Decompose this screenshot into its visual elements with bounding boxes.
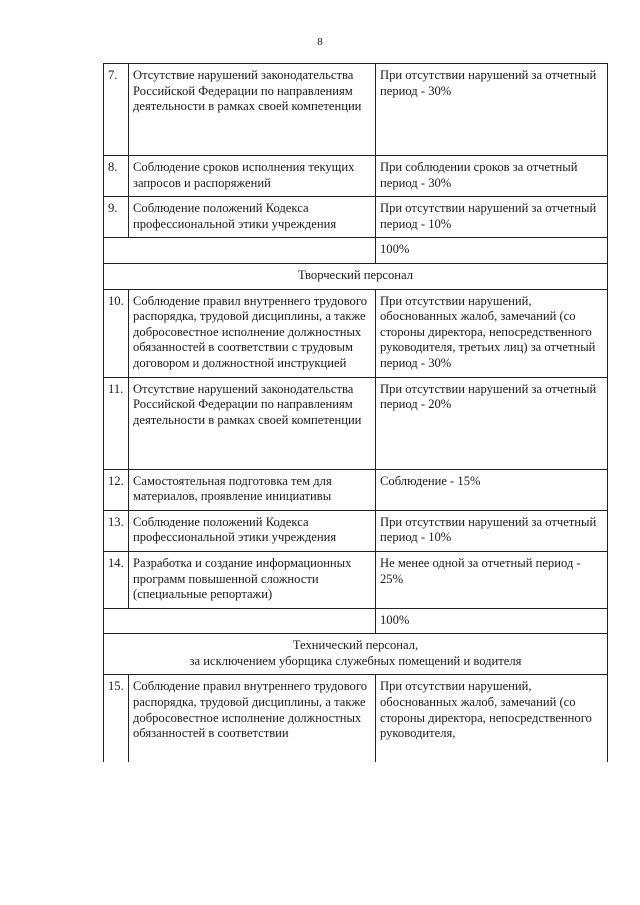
criterion-cell: Соблюдение правил внутреннего трудового распорядка, трудовой дисциплины, а также добросовестное исполнение должностных обязанностей в соответствии с трудовым договором и должностной инструкцией [129, 289, 376, 377]
table-row [104, 510, 608, 551]
row-number: 9. [104, 197, 129, 238]
value-cell: При отсутствии нарушений, обоснованных жалоб, замечаний (со стороны директора, непосредственного руководителя, [376, 675, 608, 763]
table-row [104, 551, 608, 608]
row-number: 15. [104, 675, 129, 763]
row-number: 14. [104, 551, 129, 608]
criterion-cell: Самостоятельная подготовка тем для материалов, проявление инициативы [129, 469, 376, 510]
criterion-cell: Разработка и создание информационных программ повышенной сложности (специальные репортажи) [129, 551, 376, 608]
row-number: 13. [104, 510, 129, 551]
value-cell: При отсутствии нарушений за отчетный период - 10% [376, 197, 608, 238]
table-row [104, 675, 608, 763]
criterion-cell: Соблюдение сроков исполнения текущих запросов и распоряжений [129, 156, 376, 197]
value-cell: При отсутствии нарушений за отчетный период - 20% [376, 377, 608, 469]
section-subtitle: за исключением уборщика служебных помещений и водителя [189, 653, 522, 668]
total-empty-cell [104, 608, 376, 634]
value-cell: При отсутствии нарушений за отчетный период - 30% [376, 64, 608, 156]
total-value: 100% [376, 238, 608, 264]
value-cell: При соблюдении сроков за отчетный период - 30% [376, 156, 608, 197]
row-number: 7. [104, 64, 129, 156]
total-row [104, 238, 608, 264]
total-row [104, 608, 608, 634]
row-number: 8. [104, 156, 129, 197]
table-row [104, 64, 608, 156]
row-number: 10. [104, 289, 129, 377]
criterion-cell: Соблюдение положений Кодекса профессиональной этики учреждения [129, 197, 376, 238]
row-number: 12. [104, 469, 129, 510]
value-cell: Не менее одной за отчетный период - 25% [376, 551, 608, 608]
section-title: Творческий персонал [104, 263, 608, 289]
total-empty-cell [104, 238, 376, 264]
value-cell: При отсутствии нарушений за отчетный период - 10% [376, 510, 608, 551]
table-row [104, 469, 608, 510]
table-row [104, 156, 608, 197]
section-row [104, 634, 608, 675]
criterion-cell: Соблюдение положений Кодекса профессиональной этики учреждения [129, 510, 376, 551]
section-row [104, 263, 608, 289]
value-cell: Соблюдение - 15% [376, 469, 608, 510]
page-number: 8 [317, 36, 323, 48]
section-heading [104, 634, 608, 675]
criterion-cell: Отсутствие нарушений законодательства Российской Федерации по направлениям деятельности в рамках своей компетенции [129, 377, 376, 469]
table-row [104, 289, 608, 377]
criteria-table [103, 63, 608, 762]
total-value: 100% [376, 608, 608, 634]
row-number: 11. [104, 377, 129, 469]
section-title: Технический персонал, [292, 638, 419, 653]
table-row [104, 377, 608, 469]
table-row [104, 197, 608, 238]
criterion-cell: Соблюдение правил внутреннего трудового распорядка, трудовой дисциплины, а также добросовестное исполнение должностных обязанностей в соответствии [129, 675, 376, 763]
criterion-cell: Отсутствие нарушений законодательства Российской Федерации по направлениям деятельности в рамках своей компетенции [129, 64, 376, 156]
value-cell: При отсутствии нарушений, обоснованных жалоб, замечаний (со стороны директора, непосредственного руководителя, третьих лиц) за отчетный период - 30% [376, 289, 608, 377]
